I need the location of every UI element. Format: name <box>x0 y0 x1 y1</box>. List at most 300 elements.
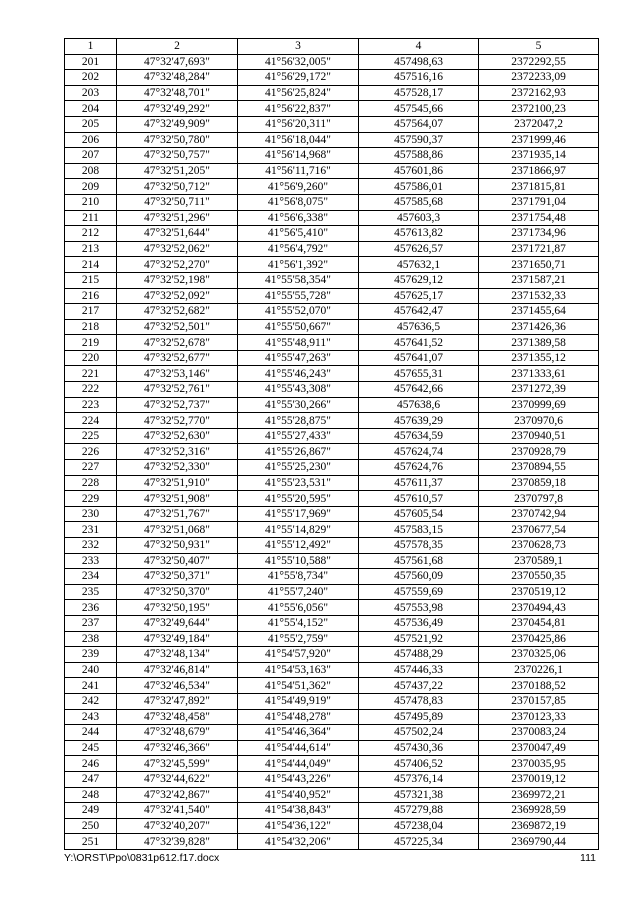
point-number-cell: 226 <box>65 444 117 460</box>
table-row <box>65 288 599 304</box>
table-row <box>65 132 599 148</box>
latitude-cell: 47°32'42,867" <box>117 787 238 803</box>
table-row <box>65 85 599 101</box>
x-coordinate-cell: 457636,5 <box>359 319 479 335</box>
x-coordinate-cell: 457521,92 <box>359 631 479 647</box>
x-coordinate-cell: 457638,6 <box>359 397 479 413</box>
longitude-cell: 41°55'47,263" <box>238 350 359 366</box>
longitude-cell: 41°55'6,056" <box>238 600 359 616</box>
point-number-cell: 248 <box>65 787 117 803</box>
y-coordinate-cell: 2371355,12 <box>479 350 599 366</box>
longitude-cell: 41°54'44,049" <box>238 756 359 772</box>
y-coordinate-cell: 2371389,58 <box>479 335 599 351</box>
y-coordinate-cell: 2371754,48 <box>479 210 599 226</box>
point-number-cell: 231 <box>65 522 117 538</box>
point-number-cell: 214 <box>65 257 117 273</box>
y-coordinate-cell: 2370454,81 <box>479 615 599 631</box>
table-row <box>65 787 599 803</box>
column-header-3: 3 <box>238 39 359 55</box>
table-row <box>65 584 599 600</box>
table-row <box>65 101 599 117</box>
latitude-cell: 47°32'40,207" <box>117 818 238 834</box>
x-coordinate-cell: 457430,36 <box>359 740 479 756</box>
table-row <box>65 54 599 70</box>
x-coordinate-cell: 457238,04 <box>359 818 479 834</box>
y-coordinate-cell: 2372233,09 <box>479 70 599 86</box>
point-number-cell: 251 <box>65 834 117 850</box>
longitude-cell: 41°56'25,824" <box>238 85 359 101</box>
y-coordinate-cell: 2370083,24 <box>479 725 599 741</box>
table-row <box>65 506 599 522</box>
latitude-cell: 47°32'47,892" <box>117 693 238 709</box>
table-row <box>65 725 599 741</box>
x-coordinate-cell: 457559,69 <box>359 584 479 600</box>
x-coordinate-cell: 457583,15 <box>359 522 479 538</box>
table-row <box>65 803 599 819</box>
point-number-cell: 234 <box>65 569 117 585</box>
y-coordinate-cell: 2370019,12 <box>479 771 599 787</box>
point-number-cell: 230 <box>65 506 117 522</box>
table-row <box>65 70 599 86</box>
table-row <box>65 756 599 772</box>
latitude-cell: 47°32'52,316" <box>117 444 238 460</box>
x-coordinate-cell: 457586,01 <box>359 179 479 195</box>
longitude-cell: 41°55'28,875" <box>238 413 359 429</box>
latitude-cell: 47°32'50,370" <box>117 584 238 600</box>
table-row <box>65 413 599 429</box>
y-coordinate-cell: 2370970,6 <box>479 413 599 429</box>
y-coordinate-cell: 2369928,59 <box>479 803 599 819</box>
table-row <box>65 553 599 569</box>
latitude-cell: 47°32'51,205" <box>117 163 238 179</box>
longitude-cell: 41°54'48,278" <box>238 709 359 725</box>
point-number-cell: 247 <box>65 771 117 787</box>
y-coordinate-cell: 2370123,33 <box>479 709 599 725</box>
x-coordinate-cell: 457603,3 <box>359 210 479 226</box>
x-coordinate-cell: 457601,86 <box>359 163 479 179</box>
latitude-cell: 47°32'48,284" <box>117 70 238 86</box>
latitude-cell: 47°32'44,622" <box>117 771 238 787</box>
y-coordinate-cell: 2370859,18 <box>479 475 599 491</box>
x-coordinate-cell: 457406,52 <box>359 756 479 772</box>
table-row <box>65 538 599 554</box>
latitude-cell: 47°32'52,677" <box>117 350 238 366</box>
y-coordinate-cell: 2371999,46 <box>479 132 599 148</box>
point-number-cell: 233 <box>65 553 117 569</box>
x-coordinate-cell: 457225,34 <box>359 834 479 850</box>
latitude-cell: 47°32'46,534" <box>117 678 238 694</box>
point-number-cell: 242 <box>65 693 117 709</box>
longitude-cell: 41°55'12,492" <box>238 538 359 554</box>
latitude-cell: 47°32'49,909" <box>117 116 238 132</box>
table-row <box>65 569 599 585</box>
y-coordinate-cell: 2371272,39 <box>479 382 599 398</box>
longitude-cell: 41°55'4,152" <box>238 615 359 631</box>
x-coordinate-cell: 457578,35 <box>359 538 479 554</box>
table-row <box>65 210 599 226</box>
longitude-cell: 41°55'20,595" <box>238 491 359 507</box>
longitude-cell: 41°55'8,734" <box>238 569 359 585</box>
x-coordinate-cell: 457641,52 <box>359 335 479 351</box>
x-coordinate-cell: 457588,86 <box>359 148 479 164</box>
latitude-cell: 47°32'52,678" <box>117 335 238 351</box>
table-row <box>65 460 599 476</box>
x-coordinate-cell: 457495,89 <box>359 709 479 725</box>
longitude-cell: 41°54'40,952" <box>238 787 359 803</box>
point-number-cell: 246 <box>65 756 117 772</box>
table-row <box>65 366 599 382</box>
point-number-cell: 240 <box>65 662 117 678</box>
table-row <box>65 615 599 631</box>
point-number-cell: 222 <box>65 382 117 398</box>
longitude-cell: 41°55'52,070" <box>238 304 359 320</box>
y-coordinate-cell: 2371734,96 <box>479 226 599 242</box>
point-number-cell: 213 <box>65 241 117 257</box>
table-row <box>65 350 599 366</box>
column-header-2: 2 <box>117 39 238 55</box>
longitude-cell: 41°55'26,867" <box>238 444 359 460</box>
longitude-cell: 41°56'5,410" <box>238 226 359 242</box>
latitude-cell: 47°32'52,737" <box>117 397 238 413</box>
x-coordinate-cell: 457610,57 <box>359 491 479 507</box>
latitude-cell: 47°32'51,908" <box>117 491 238 507</box>
y-coordinate-cell: 2370325,06 <box>479 647 599 663</box>
point-number-cell: 227 <box>65 460 117 476</box>
table-row <box>65 179 599 195</box>
y-coordinate-cell: 2372100,23 <box>479 101 599 117</box>
longitude-cell: 41°55'43,308" <box>238 382 359 398</box>
latitude-cell: 47°32'51,296" <box>117 210 238 226</box>
longitude-cell: 41°55'27,433" <box>238 428 359 444</box>
latitude-cell: 47°32'48,458" <box>117 709 238 725</box>
latitude-cell: 47°32'52,062" <box>117 241 238 257</box>
latitude-cell: 47°32'48,701" <box>117 85 238 101</box>
longitude-cell: 41°55'30,266" <box>238 397 359 413</box>
longitude-cell: 41°55'58,354" <box>238 272 359 288</box>
point-number-cell: 217 <box>65 304 117 320</box>
point-number-cell: 211 <box>65 210 117 226</box>
point-number-cell: 245 <box>65 740 117 756</box>
latitude-cell: 47°32'49,644" <box>117 615 238 631</box>
x-coordinate-cell: 457516,16 <box>359 70 479 86</box>
point-number-cell: 239 <box>65 647 117 663</box>
y-coordinate-cell: 2370894,55 <box>479 460 599 476</box>
y-coordinate-cell: 2371532,33 <box>479 288 599 304</box>
y-coordinate-cell: 2370188,52 <box>479 678 599 694</box>
latitude-cell: 47°32'48,679" <box>117 725 238 741</box>
table-row <box>65 148 599 164</box>
y-coordinate-cell: 2371333,61 <box>479 366 599 382</box>
x-coordinate-cell: 457634,59 <box>359 428 479 444</box>
point-number-cell: 205 <box>65 116 117 132</box>
latitude-cell: 47°32'52,761" <box>117 382 238 398</box>
y-coordinate-cell: 2370742,94 <box>479 506 599 522</box>
y-coordinate-cell: 2370425,86 <box>479 631 599 647</box>
latitude-cell: 47°32'50,407" <box>117 553 238 569</box>
longitude-cell: 41°54'46,364" <box>238 725 359 741</box>
longitude-cell: 41°55'23,531" <box>238 475 359 491</box>
x-coordinate-cell: 457498,63 <box>359 54 479 70</box>
table-row <box>65 116 599 132</box>
point-number-cell: 236 <box>65 600 117 616</box>
longitude-cell: 41°55'17,969" <box>238 506 359 522</box>
y-coordinate-cell: 2372047,2 <box>479 116 599 132</box>
y-coordinate-cell: 2370494,43 <box>479 600 599 616</box>
x-coordinate-cell: 457625,17 <box>359 288 479 304</box>
longitude-cell: 41°55'14,829" <box>238 522 359 538</box>
longitude-cell: 41°56'11,716" <box>238 163 359 179</box>
longitude-cell: 41°54'43,226" <box>238 771 359 787</box>
y-coordinate-cell: 2371455,64 <box>479 304 599 320</box>
point-number-cell: 207 <box>65 148 117 164</box>
x-coordinate-cell: 457446,33 <box>359 662 479 678</box>
column-header-5: 5 <box>479 39 599 55</box>
latitude-cell: 47°32'50,712" <box>117 179 238 195</box>
point-number-cell: 209 <box>65 179 117 195</box>
table-row <box>65 304 599 320</box>
column-header-1: 1 <box>65 39 117 55</box>
point-number-cell: 250 <box>65 818 117 834</box>
table-row <box>65 522 599 538</box>
longitude-cell: 41°56'6,338" <box>238 210 359 226</box>
longitude-cell: 41°55'7,240" <box>238 584 359 600</box>
table-row <box>65 319 599 335</box>
table-row <box>65 631 599 647</box>
point-number-cell: 249 <box>65 803 117 819</box>
latitude-cell: 47°32'50,195" <box>117 600 238 616</box>
point-number-cell: 229 <box>65 491 117 507</box>
x-coordinate-cell: 457655,31 <box>359 366 479 382</box>
x-coordinate-cell: 457590,37 <box>359 132 479 148</box>
longitude-cell: 41°55'50,667" <box>238 319 359 335</box>
table-row <box>65 662 599 678</box>
x-coordinate-cell: 457585,68 <box>359 194 479 210</box>
point-number-cell: 223 <box>65 397 117 413</box>
y-coordinate-cell: 2371791,04 <box>479 194 599 210</box>
column-header-4: 4 <box>359 39 479 55</box>
point-number-cell: 235 <box>65 584 117 600</box>
longitude-cell: 41°55'55,728" <box>238 288 359 304</box>
latitude-cell: 47°32'52,770" <box>117 413 238 429</box>
latitude-cell: 47°32'50,780" <box>117 132 238 148</box>
point-number-cell: 208 <box>65 163 117 179</box>
x-coordinate-cell: 457545,66 <box>359 101 479 117</box>
y-coordinate-cell: 2371587,21 <box>479 272 599 288</box>
latitude-cell: 47°32'39,828" <box>117 834 238 850</box>
page-number: 111 <box>580 852 596 864</box>
table-row <box>65 163 599 179</box>
longitude-cell: 41°56'8,075" <box>238 194 359 210</box>
y-coordinate-cell: 2371650,71 <box>479 257 599 273</box>
table-row <box>65 397 599 413</box>
point-number-cell: 202 <box>65 70 117 86</box>
x-coordinate-cell: 457437,22 <box>359 678 479 694</box>
table-row <box>65 475 599 491</box>
y-coordinate-cell: 2372162,93 <box>479 85 599 101</box>
longitude-cell: 41°55'10,588" <box>238 553 359 569</box>
y-coordinate-cell: 2371426,36 <box>479 319 599 335</box>
y-coordinate-cell: 2370940,51 <box>479 428 599 444</box>
x-coordinate-cell: 457611,37 <box>359 475 479 491</box>
longitude-cell: 41°56'4,792" <box>238 241 359 257</box>
latitude-cell: 47°32'50,371" <box>117 569 238 585</box>
table-row <box>65 647 599 663</box>
x-coordinate-cell: 457642,66 <box>359 382 479 398</box>
point-number-cell: 241 <box>65 678 117 694</box>
longitude-cell: 41°54'36,122" <box>238 818 359 834</box>
x-coordinate-cell: 457626,57 <box>359 241 479 257</box>
table-row <box>65 444 599 460</box>
latitude-cell: 47°32'50,931" <box>117 538 238 554</box>
y-coordinate-cell: 2369972,21 <box>479 787 599 803</box>
point-number-cell: 204 <box>65 101 117 117</box>
longitude-cell: 41°54'44,614" <box>238 740 359 756</box>
y-coordinate-cell: 2372292,55 <box>479 54 599 70</box>
x-coordinate-cell: 457502,24 <box>359 725 479 741</box>
table-row <box>65 491 599 507</box>
latitude-cell: 47°32'46,814" <box>117 662 238 678</box>
longitude-cell: 41°54'49,919" <box>238 693 359 709</box>
x-coordinate-cell: 457528,17 <box>359 85 479 101</box>
table-row <box>65 834 599 850</box>
latitude-cell: 47°32'52,330" <box>117 460 238 476</box>
x-coordinate-cell: 457613,82 <box>359 226 479 242</box>
coordinates-table <box>64 38 599 850</box>
table-row <box>65 818 599 834</box>
point-number-cell: 220 <box>65 350 117 366</box>
longitude-cell: 41°54'53,163" <box>238 662 359 678</box>
y-coordinate-cell: 2370928,79 <box>479 444 599 460</box>
latitude-cell: 47°32'52,092" <box>117 288 238 304</box>
point-number-cell: 212 <box>65 226 117 242</box>
table-row <box>65 428 599 444</box>
y-coordinate-cell: 2370589,1 <box>479 553 599 569</box>
longitude-cell: 41°55'2,759" <box>238 631 359 647</box>
x-coordinate-cell: 457376,14 <box>359 771 479 787</box>
table-row <box>65 272 599 288</box>
footer-file-path: Y:\ORST\Ppo\0831p612.f17.docx <box>64 852 220 864</box>
x-coordinate-cell: 457642,47 <box>359 304 479 320</box>
longitude-cell: 41°54'32,206" <box>238 834 359 850</box>
table-row <box>65 693 599 709</box>
point-number-cell: 238 <box>65 631 117 647</box>
y-coordinate-cell: 2371935,14 <box>479 148 599 164</box>
latitude-cell: 47°32'52,198" <box>117 272 238 288</box>
y-coordinate-cell: 2369790,44 <box>479 834 599 850</box>
latitude-cell: 47°32'52,630" <box>117 428 238 444</box>
y-coordinate-cell: 2370226,1 <box>479 662 599 678</box>
y-coordinate-cell: 2371866,97 <box>479 163 599 179</box>
point-number-cell: 228 <box>65 475 117 491</box>
point-number-cell: 243 <box>65 709 117 725</box>
point-number-cell: 225 <box>65 428 117 444</box>
longitude-cell: 41°54'51,362" <box>238 678 359 694</box>
x-coordinate-cell: 457279,88 <box>359 803 479 819</box>
x-coordinate-cell: 457560,09 <box>359 569 479 585</box>
point-number-cell: 218 <box>65 319 117 335</box>
x-coordinate-cell: 457478,83 <box>359 693 479 709</box>
table-row <box>65 600 599 616</box>
table-row <box>65 709 599 725</box>
latitude-cell: 47°32'51,644" <box>117 226 238 242</box>
point-number-cell: 210 <box>65 194 117 210</box>
y-coordinate-cell: 2370797,8 <box>479 491 599 507</box>
latitude-cell: 47°32'50,757" <box>117 148 238 164</box>
latitude-cell: 47°32'47,693" <box>117 54 238 70</box>
longitude-cell: 41°55'46,243" <box>238 366 359 382</box>
y-coordinate-cell: 2370628,73 <box>479 538 599 554</box>
x-coordinate-cell: 457624,74 <box>359 444 479 460</box>
longitude-cell: 41°54'38,843" <box>238 803 359 819</box>
x-coordinate-cell: 457639,29 <box>359 413 479 429</box>
latitude-cell: 47°32'45,599" <box>117 756 238 772</box>
point-number-cell: 224 <box>65 413 117 429</box>
longitude-cell: 41°56'29,172" <box>238 70 359 86</box>
point-number-cell: 201 <box>65 54 117 70</box>
point-number-cell: 206 <box>65 132 117 148</box>
x-coordinate-cell: 457624,76 <box>359 460 479 476</box>
latitude-cell: 47°32'52,682" <box>117 304 238 320</box>
y-coordinate-cell: 2370047,49 <box>479 740 599 756</box>
latitude-cell: 47°32'52,270" <box>117 257 238 273</box>
longitude-cell: 41°56'14,968" <box>238 148 359 164</box>
y-coordinate-cell: 2371721,87 <box>479 241 599 257</box>
point-number-cell: 244 <box>65 725 117 741</box>
latitude-cell: 47°32'51,767" <box>117 506 238 522</box>
longitude-cell: 41°56'1,392" <box>238 257 359 273</box>
x-coordinate-cell: 457564,07 <box>359 116 479 132</box>
table-row <box>65 771 599 787</box>
table-row <box>65 241 599 257</box>
table-header-row <box>65 39 599 55</box>
latitude-cell: 47°32'50,711" <box>117 194 238 210</box>
latitude-cell: 47°32'41,540" <box>117 803 238 819</box>
point-number-cell: 216 <box>65 288 117 304</box>
point-number-cell: 232 <box>65 538 117 554</box>
x-coordinate-cell: 457488,29 <box>359 647 479 663</box>
latitude-cell: 47°32'49,292" <box>117 101 238 117</box>
y-coordinate-cell: 2369872,19 <box>479 818 599 834</box>
latitude-cell: 47°32'53,146" <box>117 366 238 382</box>
latitude-cell: 47°32'52,501" <box>117 319 238 335</box>
longitude-cell: 41°56'22,837" <box>238 101 359 117</box>
longitude-cell: 41°56'18,044" <box>238 132 359 148</box>
latitude-cell: 47°32'48,134" <box>117 647 238 663</box>
point-number-cell: 219 <box>65 335 117 351</box>
point-number-cell: 203 <box>65 85 117 101</box>
x-coordinate-cell: 457561,68 <box>359 553 479 569</box>
y-coordinate-cell: 2370519,12 <box>479 584 599 600</box>
x-coordinate-cell: 457632,1 <box>359 257 479 273</box>
table-row <box>65 335 599 351</box>
y-coordinate-cell: 2370550,35 <box>479 569 599 585</box>
longitude-cell: 41°56'32,005" <box>238 54 359 70</box>
table-row <box>65 740 599 756</box>
point-number-cell: 237 <box>65 615 117 631</box>
latitude-cell: 47°32'49,184" <box>117 631 238 647</box>
longitude-cell: 41°55'48,911" <box>238 335 359 351</box>
longitude-cell: 41°54'57,920" <box>238 647 359 663</box>
table-row <box>65 226 599 242</box>
x-coordinate-cell: 457641,07 <box>359 350 479 366</box>
latitude-cell: 47°32'51,068" <box>117 522 238 538</box>
point-number-cell: 221 <box>65 366 117 382</box>
latitude-cell: 47°32'51,910" <box>117 475 238 491</box>
longitude-cell: 41°55'25,230" <box>238 460 359 476</box>
longitude-cell: 41°56'9,260" <box>238 179 359 195</box>
y-coordinate-cell: 2370677,54 <box>479 522 599 538</box>
y-coordinate-cell: 2370035,95 <box>479 756 599 772</box>
